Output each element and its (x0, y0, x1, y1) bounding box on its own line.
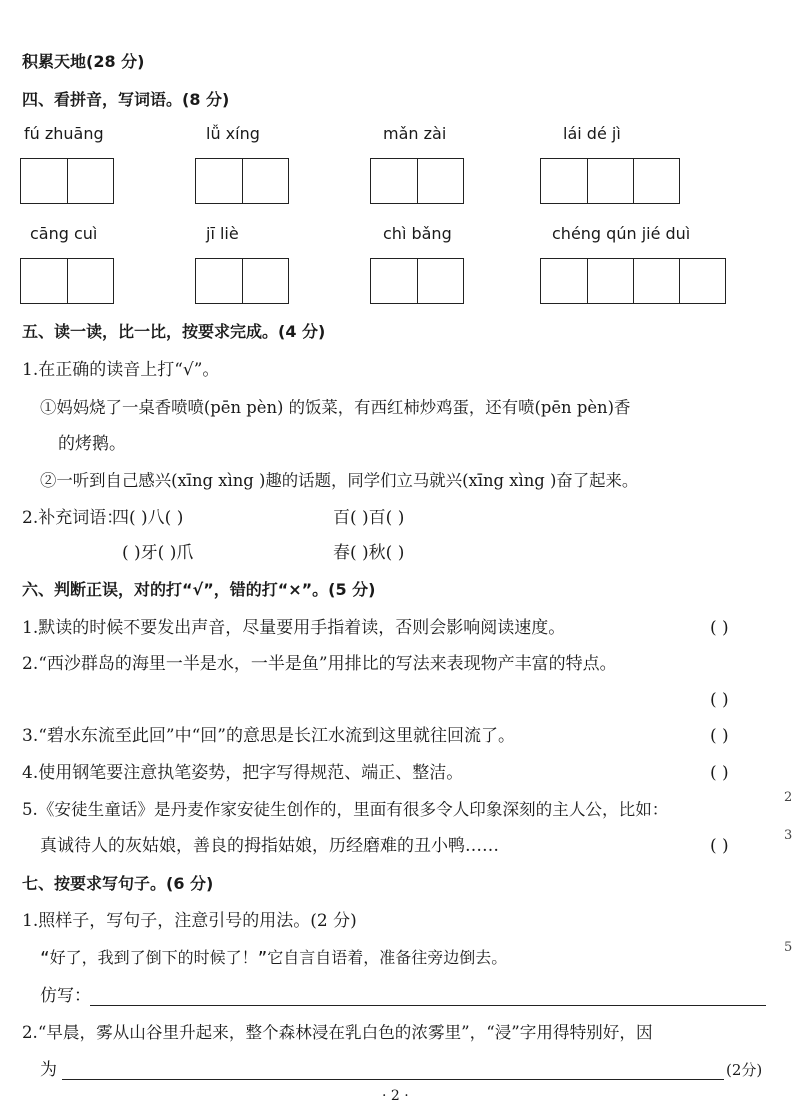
imitate-answer-line[interactable] (90, 1005, 766, 1006)
q5-sentence1-line2: 的烤鹅。 (58, 434, 126, 454)
q7-item2-points: (2分) (726, 1061, 763, 1079)
q6-item-5-line1: 5.《安徒生童话》是丹麦作家安徒生创作的，里面有很多令人印象深刻的主人公，比如： (22, 800, 669, 819)
fill-word-1[interactable]: 四( )八( ) (112, 508, 184, 528)
judge-answer-4[interactable]: ( ) (710, 763, 729, 783)
fill-word-2[interactable]: 百( )百( ) (333, 508, 405, 528)
edge-mark-3: 5 (784, 940, 793, 955)
section-header: 积累天地(28 分) (22, 52, 145, 71)
edge-mark-1: 2 (784, 790, 793, 805)
pinyin-ji-lie: jī liè (206, 224, 239, 243)
pinyin-cang-cui: cāng cuì (30, 224, 98, 243)
judge-answer-2[interactable]: ( ) (710, 690, 729, 710)
judge-answer-1[interactable]: ( ) (710, 618, 729, 638)
q7-item1: 1.照样子，写句子，注意引号的用法。(2 分) (22, 911, 357, 931)
answer-grid-laideji[interactable] (540, 158, 680, 204)
answer-grid-cangcui[interactable] (20, 258, 114, 304)
q6-item-3: 3.“碧水东流至此回”中“回”的意思是长江水流到这里就往回流了。 (22, 726, 515, 746)
edge-mark-2: 3 (784, 828, 793, 843)
judge-answer-5[interactable]: ( ) (710, 836, 729, 856)
answer-grid-lvxing[interactable] (195, 158, 289, 204)
pinyin-cheng-qun-jie-dui: chéng qún jié duì (552, 224, 691, 243)
q7-title: 七、按要求写句子。(6 分) (22, 874, 214, 893)
q5-title: 五、读一读，比一比，按要求完成。(4 分) (22, 322, 326, 341)
pinyin-fu-zhuang: fú zhuāng (24, 124, 104, 143)
q5-sentence2: ②一听到自己感兴(xīng xìng )趣的话题，同学们立马就兴(xīng xìng )奋了起来。 (40, 471, 639, 490)
q6-item-1: 1.默读的时候不要发出声音，尽量要用手指着读，否则会影响阅读速度。 (22, 618, 566, 638)
page-number: · 2 · (382, 1088, 409, 1104)
answer-grid-chibang[interactable] (370, 258, 464, 304)
answer-grid-fuzhuang[interactable] (20, 158, 114, 204)
because-answer-line[interactable] (62, 1079, 724, 1080)
pinyin-man-zai: mǎn zài (383, 124, 447, 143)
q5-item2-label: 2.补充词语： (22, 508, 124, 528)
q4-title: 四、看拼音，写词语。(8 分) (22, 90, 230, 109)
fill-word-3[interactable]: ( )牙( )爪 (122, 543, 194, 563)
imitate-label: 仿写： (40, 986, 91, 1006)
answer-grid-jilie[interactable] (195, 258, 289, 304)
pinyin-chi-bang: chì bǎng (383, 224, 452, 243)
judge-answer-3[interactable]: ( ) (710, 726, 729, 746)
because-label: 为 (40, 1060, 57, 1080)
answer-grid-manzai[interactable] (370, 158, 464, 204)
q5-sentence1-line1: ①妈妈烧了一桌香喷喷(pēn pèn) 的饭菜，有西红柿炒鸡蛋，还有喷(pēn pèn)香 (40, 398, 631, 417)
answer-grid-chengqunjiedui[interactable] (540, 258, 726, 304)
q6-item-5-line2: 真诚待人的灰姑娘，善良的拇指姑娘，历经磨难的丑小鸭…… (40, 836, 499, 856)
q7-example-sentence: “好了，我到了倒下的时候了！”它自言自语着，准备往旁边倒去。 (40, 948, 508, 967)
q7-item2: 2.“早晨，雾从山谷里升起来，整个森林浸在乳白色的浓雾里”，“浸”字用得特别好，因 (22, 1023, 653, 1042)
q5-item1: 1.在正确的读音上打“√”。 (22, 360, 220, 380)
pinyin-lv-xing: lǚ xíng (206, 124, 260, 143)
q6-item-4: 4.使用钢笔要注意执笔姿势，把字写得规范、端正、整洁。 (22, 763, 464, 783)
pinyin-lai-de-ji: lái dé jì (563, 124, 621, 143)
fill-word-4[interactable]: 春( )秋( ) (333, 543, 405, 563)
q6-item-2: 2.“西沙群岛的海里一半是水，一半是鱼”用排比的写法来表现物产丰富的特点。 (22, 654, 617, 674)
q6-title: 六、判断正误，对的打“√”，错的打“×”。(5 分) (22, 580, 376, 599)
